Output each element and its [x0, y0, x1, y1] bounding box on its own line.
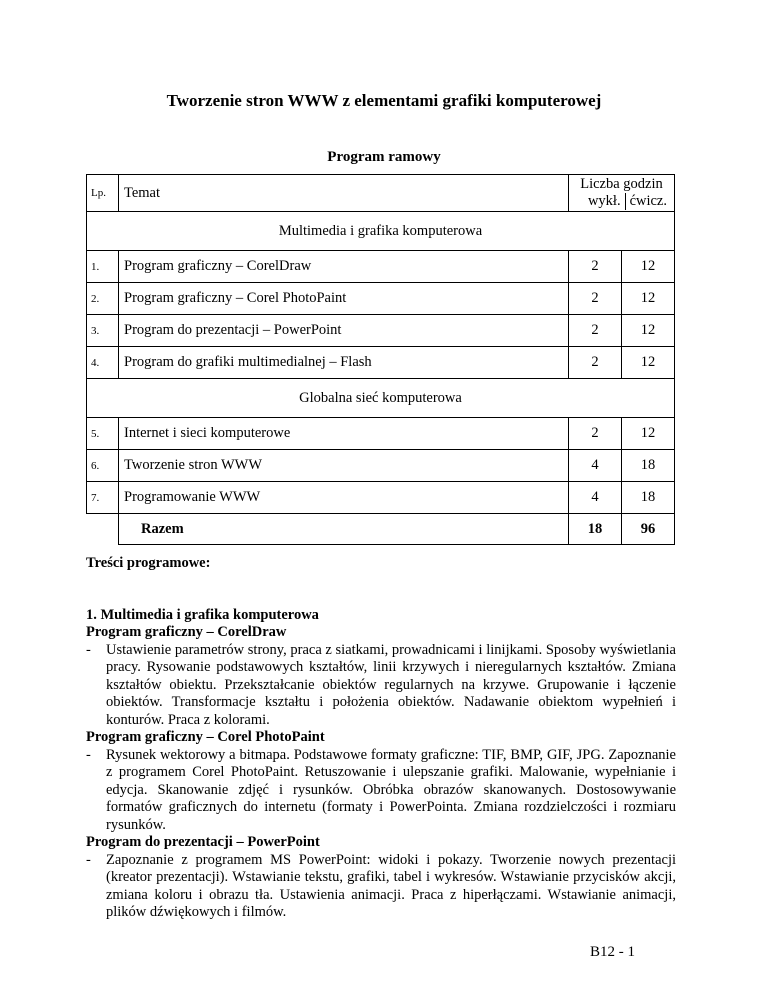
section-heading: 1. Multimedia i grafika komputerowa	[86, 606, 319, 623]
row-wykl: 2	[569, 418, 622, 450]
subsection-title: Program graficzny – Corel PhotoPaint	[86, 729, 325, 745]
header-cwicz: ćwicz.	[629, 193, 667, 209]
table-row	[87, 283, 675, 315]
table-row	[87, 450, 675, 482]
row-topic: Program graficzny – CorelDraw	[119, 251, 569, 283]
header-hours-title: Liczba godzin	[580, 176, 663, 192]
row-wykl: 2	[569, 283, 622, 315]
row-topic: Programowanie WWW	[119, 482, 569, 514]
row-number: 7.	[87, 482, 119, 514]
program-content	[86, 555, 676, 922]
row-cwicz: 12	[622, 251, 675, 283]
subsection-text: Zapoznanie z programem MS PowerPoint: widoki i pokazy. Tworzenie nowych prezentacji (kreator prezentacji). Wstawianie tekstu, grafiki, tabel i wykresów. Wstawianie przycisków akcji, zmiana koloru i obrazu tła. Ustawienia animacji. Praca z hiperłączami. Wstawianie animacji, plików dźwiękowych i filmów.	[106, 851, 676, 920]
section-row	[87, 379, 675, 418]
content-heading: Treści programowe:	[86, 555, 211, 571]
table-row	[87, 418, 675, 450]
subsection-title: Program do prezentacji – PowerPoint	[86, 834, 320, 850]
section-row	[87, 212, 675, 251]
section-name: Multimedia i grafika komputerowa	[87, 212, 675, 251]
row-topic: Internet i sieci komputerowe	[119, 418, 569, 450]
header-lp: Lp.	[87, 175, 119, 212]
list-item	[86, 747, 676, 835]
total-blank	[87, 514, 119, 545]
row-topic: Tworzenie stron WWW	[119, 450, 569, 482]
row-cwicz: 18	[622, 450, 675, 482]
row-wykl: 4	[569, 482, 622, 514]
subsection-text: Rysunek wektorowy a bitmapa. Podstawowe formaty graficzne: TIF, BMP, GIF, JPG. Zapoznanie z programem Corel PhotoPaint. Retuszowanie i ulepszanie grafiki. Malowanie, wypełnianie i edycja. Skanowanie zdjęć i rysunków. Obróbka obrazów skanowanych. Dostosowywanie formatów graficznych do internetu (formaty i PowerPointa. Zmiana rozdzielczości i rozmiaru rysunków.	[106, 746, 676, 833]
row-wykl: 4	[569, 450, 622, 482]
table-row	[87, 347, 675, 379]
section-name: Globalna sieć komputerowa	[87, 379, 675, 418]
row-number: 1.	[87, 251, 119, 283]
row-cwicz: 18	[622, 482, 675, 514]
list-item	[86, 852, 676, 922]
row-topic: Program graficzny – Corel PhotoPaint	[119, 283, 569, 315]
header-hours	[569, 175, 675, 212]
row-cwicz: 12	[622, 418, 675, 450]
bullet-dash: -	[86, 746, 91, 763]
row-cwicz: 12	[622, 347, 675, 379]
header-wykl: wykł.	[588, 193, 626, 210]
row-number: 2.	[87, 283, 119, 315]
table-row	[87, 315, 675, 347]
total-row	[87, 514, 675, 545]
total-cwicz: 96	[622, 514, 675, 545]
program-subtitle: Program ramowy	[327, 149, 441, 165]
row-wykl: 2	[569, 347, 622, 379]
page-number: B12 - 1	[590, 944, 635, 960]
subsection-text: Ustawienie parametrów strony, praca z siatkami, prowadnicami i linijkami. Sposoby wyświetlania pracy. Rysowanie podstawowych kształtów, linii krzywych i nieregularnych kształtów. Zmiana kształtów obiektu. Przekształcanie obiektów regularnych na krzywe. Grupowanie i łączenie obiektów. Transformacje kształtu i położenia obiektów. Nadawanie obiektom wypełnień i konturów. Praca z kolorami.	[106, 641, 676, 728]
header-temat: Temat	[119, 175, 569, 212]
list-item	[86, 642, 676, 730]
row-topic: Program do prezentacji – PowerPoint	[119, 315, 569, 347]
row-number: 5.	[87, 418, 119, 450]
row-wykl: 2	[569, 315, 622, 347]
total-wykl: 18	[569, 514, 622, 545]
row-cwicz: 12	[622, 283, 675, 315]
row-cwicz: 12	[622, 315, 675, 347]
bullet-dash: -	[86, 641, 91, 658]
bullet-dash: -	[86, 851, 91, 868]
table-row	[87, 482, 675, 514]
row-topic: Program do grafiki multimedialnej – Flash	[119, 347, 569, 379]
total-label: Razem	[119, 514, 569, 545]
subsection-title: Program graficzny – CorelDraw	[86, 624, 287, 640]
document-title: Tworzenie stron WWW z elementami grafiki komputerowej	[166, 91, 602, 110]
row-number: 4.	[87, 347, 119, 379]
row-number: 3.	[87, 315, 119, 347]
table-row	[87, 251, 675, 283]
row-wykl: 2	[569, 251, 622, 283]
program-table	[86, 174, 675, 545]
table-header-row	[87, 175, 675, 212]
row-number: 6.	[87, 450, 119, 482]
